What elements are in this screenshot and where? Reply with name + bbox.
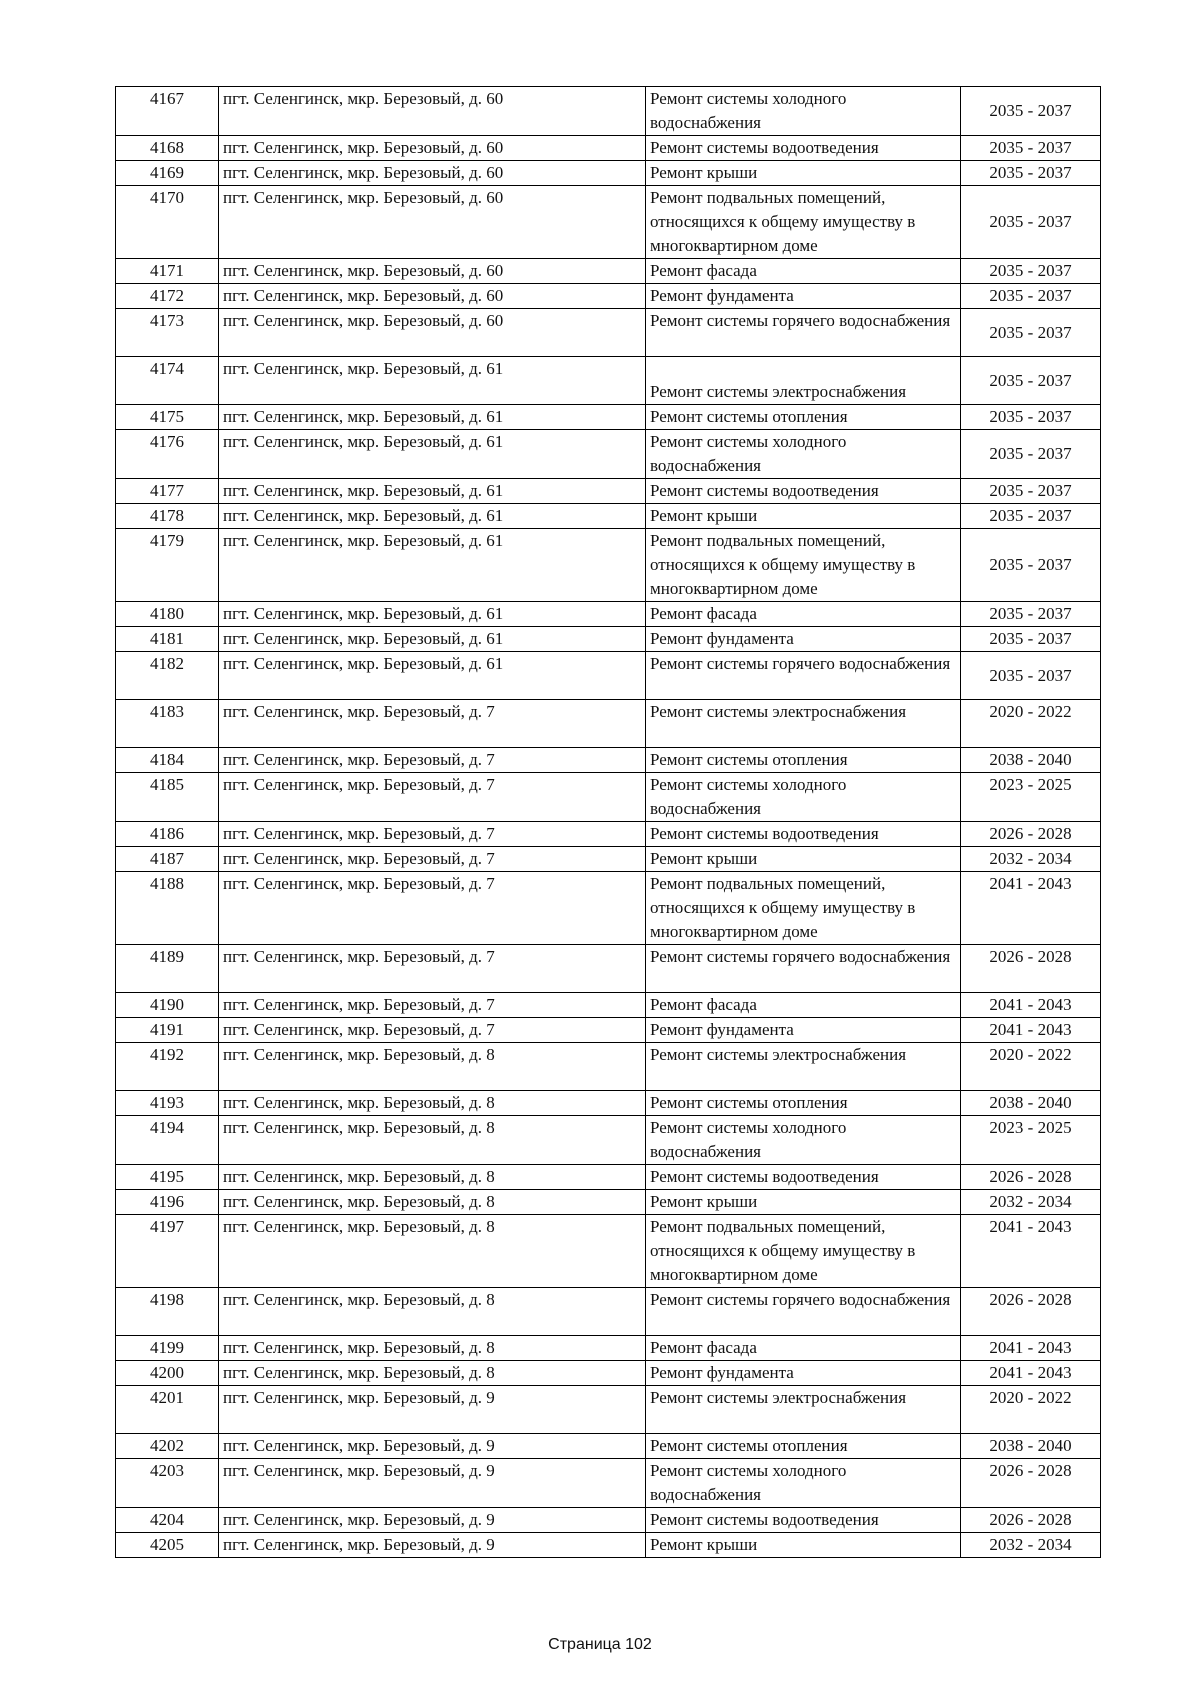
table-row xyxy=(116,602,1101,627)
row-number-cell: 4204 xyxy=(116,1508,219,1533)
work-type-cell: Ремонт подвальных помещений, относящихся к общему имуществу в многоквартирном доме xyxy=(646,529,961,602)
table-row xyxy=(116,847,1101,872)
address-cell: пгт. Селенгинск, мкр. Березовый, д. 7 xyxy=(219,700,646,748)
row-number-cell: 4168 xyxy=(116,136,219,161)
period-cell: 2041 - 2043 xyxy=(961,1336,1101,1361)
table-row xyxy=(116,1190,1101,1215)
address-cell: пгт. Селенгинск, мкр. Березовый, д. 61 xyxy=(219,430,646,479)
work-type-cell: Ремонт крыши xyxy=(646,161,961,186)
row-number-cell: 4176 xyxy=(116,430,219,479)
work-type-cell: Ремонт системы электроснабжения xyxy=(646,700,961,748)
address-cell: пгт. Селенгинск, мкр. Березовый, д. 7 xyxy=(219,847,646,872)
period-cell: 2035 - 2037 xyxy=(961,259,1101,284)
table-row xyxy=(116,652,1101,700)
table-row xyxy=(116,479,1101,504)
table-row xyxy=(116,136,1101,161)
period-cell: 2038 - 2040 xyxy=(961,1434,1101,1459)
table-row xyxy=(116,1091,1101,1116)
period-cell: 2020 - 2022 xyxy=(961,1043,1101,1091)
period-cell: 2023 - 2025 xyxy=(961,1116,1101,1165)
work-type-cell: Ремонт крыши xyxy=(646,1190,961,1215)
period-cell: 2035 - 2037 xyxy=(961,504,1101,529)
address-cell: пгт. Селенгинск, мкр. Березовый, д. 7 xyxy=(219,872,646,945)
period-cell: 2035 - 2037 xyxy=(961,186,1101,259)
address-cell: пгт. Селенгинск, мкр. Березовый, д. 60 xyxy=(219,309,646,357)
work-type-cell: Ремонт системы электроснабжения xyxy=(646,1043,961,1091)
row-number-cell: 4174 xyxy=(116,357,219,405)
table-row xyxy=(116,773,1101,822)
work-type-cell: Ремонт фасада xyxy=(646,259,961,284)
table-row xyxy=(116,748,1101,773)
period-cell: 2035 - 2037 xyxy=(961,479,1101,504)
row-number-cell: 4193 xyxy=(116,1091,219,1116)
work-type-cell: Ремонт системы отопления xyxy=(646,1434,961,1459)
row-number-cell: 4181 xyxy=(116,627,219,652)
work-type-cell: Ремонт системы горячего водоснабжения xyxy=(646,309,961,357)
work-type-cell: Ремонт системы водоотведения xyxy=(646,479,961,504)
period-cell: 2038 - 2040 xyxy=(961,1091,1101,1116)
work-type-cell: Ремонт системы электроснабжения xyxy=(646,1386,961,1434)
address-cell: пгт. Селенгинск, мкр. Березовый, д. 7 xyxy=(219,748,646,773)
table-row xyxy=(116,993,1101,1018)
address-cell: пгт. Селенгинск, мкр. Березовый, д. 8 xyxy=(219,1288,646,1336)
work-type-cell: Ремонт системы отопления xyxy=(646,405,961,430)
table-row xyxy=(116,1165,1101,1190)
period-cell: 2026 - 2028 xyxy=(961,1459,1101,1508)
row-number-cell: 4183 xyxy=(116,700,219,748)
work-type-cell: Ремонт крыши xyxy=(646,1533,961,1558)
period-cell: 2020 - 2022 xyxy=(961,700,1101,748)
period-cell: 2035 - 2037 xyxy=(961,136,1101,161)
address-cell: пгт. Селенгинск, мкр. Березовый, д. 61 xyxy=(219,602,646,627)
address-cell: пгт. Селенгинск, мкр. Березовый, д. 7 xyxy=(219,773,646,822)
work-type-cell: Ремонт системы холодного водоснабжения xyxy=(646,87,961,136)
row-number-cell: 4191 xyxy=(116,1018,219,1043)
table-row xyxy=(116,405,1101,430)
row-number-cell: 4198 xyxy=(116,1288,219,1336)
table-row xyxy=(116,309,1101,357)
work-type-cell: Ремонт фундамента xyxy=(646,627,961,652)
row-number-cell: 4203 xyxy=(116,1459,219,1508)
address-cell: пгт. Селенгинск, мкр. Березовый, д. 60 xyxy=(219,161,646,186)
work-type-cell: Ремонт системы водоотведения xyxy=(646,1165,961,1190)
row-number-cell: 4192 xyxy=(116,1043,219,1091)
work-type-cell: Ремонт системы холодного водоснабжения xyxy=(646,1459,961,1508)
table-row xyxy=(116,161,1101,186)
work-type-cell: Ремонт фасада xyxy=(646,993,961,1018)
address-cell: пгт. Селенгинск, мкр. Березовый, д. 60 xyxy=(219,87,646,136)
row-number-cell: 4199 xyxy=(116,1336,219,1361)
address-cell: пгт. Селенгинск, мкр. Березовый, д. 8 xyxy=(219,1215,646,1288)
period-cell: 2023 - 2025 xyxy=(961,773,1101,822)
work-type-cell: Ремонт фундамента xyxy=(646,1018,961,1043)
table-body xyxy=(116,87,1101,1558)
row-number-cell: 4171 xyxy=(116,259,219,284)
work-type-cell: Ремонт фасада xyxy=(646,1336,961,1361)
period-cell: 2035 - 2037 xyxy=(961,529,1101,602)
row-number-cell: 4189 xyxy=(116,945,219,993)
row-number-cell: 4188 xyxy=(116,872,219,945)
row-number-cell: 4195 xyxy=(116,1165,219,1190)
row-number-cell: 4185 xyxy=(116,773,219,822)
period-cell: 2035 - 2037 xyxy=(961,652,1101,700)
work-type-cell: Ремонт системы холодного водоснабжения xyxy=(646,773,961,822)
period-cell: 2041 - 2043 xyxy=(961,872,1101,945)
address-cell: пгт. Селенгинск, мкр. Березовый, д. 61 xyxy=(219,479,646,504)
work-type-cell: Ремонт системы водоотведения xyxy=(646,136,961,161)
period-cell: 2026 - 2028 xyxy=(961,1508,1101,1533)
page-number: Страница 102 xyxy=(548,1636,652,1653)
table-row xyxy=(116,529,1101,602)
row-number-cell: 4180 xyxy=(116,602,219,627)
address-cell: пгт. Селенгинск, мкр. Березовый, д. 9 xyxy=(219,1459,646,1508)
table-row xyxy=(116,872,1101,945)
address-cell: пгт. Селенгинск, мкр. Березовый, д. 61 xyxy=(219,652,646,700)
table-row xyxy=(116,1508,1101,1533)
address-cell: пгт. Селенгинск, мкр. Березовый, д. 7 xyxy=(219,993,646,1018)
period-cell: 2041 - 2043 xyxy=(961,1361,1101,1386)
address-cell: пгт. Селенгинск, мкр. Березовый, д. 60 xyxy=(219,136,646,161)
address-cell: пгт. Селенгинск, мкр. Березовый, д. 60 xyxy=(219,186,646,259)
address-cell: пгт. Селенгинск, мкр. Березовый, д. 7 xyxy=(219,945,646,993)
table-row xyxy=(116,1361,1101,1386)
row-number-cell: 4202 xyxy=(116,1434,219,1459)
table-row xyxy=(116,1533,1101,1558)
row-number-cell: 4187 xyxy=(116,847,219,872)
row-number-cell: 4169 xyxy=(116,161,219,186)
work-type-cell: Ремонт подвальных помещений, относящихся к общему имуществу в многоквартирном доме xyxy=(646,186,961,259)
row-number-cell: 4201 xyxy=(116,1386,219,1434)
table-row xyxy=(116,1336,1101,1361)
period-cell: 2032 - 2034 xyxy=(961,1190,1101,1215)
work-type-cell: Ремонт фундамента xyxy=(646,1361,961,1386)
row-number-cell: 4197 xyxy=(116,1215,219,1288)
period-cell: 2032 - 2034 xyxy=(961,1533,1101,1558)
period-cell: 2041 - 2043 xyxy=(961,993,1101,1018)
work-type-cell: Ремонт системы отопления xyxy=(646,748,961,773)
row-number-cell: 4184 xyxy=(116,748,219,773)
address-cell: пгт. Селенгинск, мкр. Березовый, д. 61 xyxy=(219,357,646,405)
table-row xyxy=(116,504,1101,529)
period-cell: 2035 - 2037 xyxy=(961,430,1101,479)
address-cell: пгт. Селенгинск, мкр. Березовый, д. 9 xyxy=(219,1434,646,1459)
row-number-cell: 4190 xyxy=(116,993,219,1018)
table-row xyxy=(116,1386,1101,1434)
row-number-cell: 4196 xyxy=(116,1190,219,1215)
period-cell: 2041 - 2043 xyxy=(961,1018,1101,1043)
period-cell: 2032 - 2034 xyxy=(961,847,1101,872)
table-row xyxy=(116,1116,1101,1165)
work-type-cell: Ремонт системы горячего водоснабжения xyxy=(646,1288,961,1336)
table-row xyxy=(116,284,1101,309)
period-cell: 2026 - 2028 xyxy=(961,1288,1101,1336)
table-row xyxy=(116,259,1101,284)
period-cell: 2041 - 2043 xyxy=(961,1215,1101,1288)
address-cell: пгт. Селенгинск, мкр. Березовый, д. 8 xyxy=(219,1043,646,1091)
row-number-cell: 4177 xyxy=(116,479,219,504)
row-number-cell: 4186 xyxy=(116,822,219,847)
period-cell: 2026 - 2028 xyxy=(961,1165,1101,1190)
address-cell: пгт. Селенгинск, мкр. Березовый, д. 61 xyxy=(219,529,646,602)
work-type-cell: Ремонт системы холодного водоснабжения xyxy=(646,430,961,479)
address-cell: пгт. Селенгинск, мкр. Березовый, д. 8 xyxy=(219,1165,646,1190)
work-type-cell: Ремонт подвальных помещений, относящихся к общему имуществу в многоквартирном доме xyxy=(646,872,961,945)
address-cell: пгт. Селенгинск, мкр. Березовый, д. 8 xyxy=(219,1336,646,1361)
table-row xyxy=(116,700,1101,748)
address-cell: пгт. Селенгинск, мкр. Березовый, д. 61 xyxy=(219,405,646,430)
row-number-cell: 4170 xyxy=(116,186,219,259)
table-row xyxy=(116,1215,1101,1288)
row-number-cell: 4178 xyxy=(116,504,219,529)
table-row xyxy=(116,627,1101,652)
row-number-cell: 4173 xyxy=(116,309,219,357)
work-type-cell: Ремонт крыши xyxy=(646,504,961,529)
table-row xyxy=(116,87,1101,136)
period-cell: 2035 - 2037 xyxy=(961,627,1101,652)
work-type-cell: Ремонт системы холодного водоснабжения xyxy=(646,1116,961,1165)
period-cell: 2035 - 2037 xyxy=(961,284,1101,309)
period-cell: 2035 - 2037 xyxy=(961,602,1101,627)
work-type-cell: Ремонт системы электроснабжения xyxy=(646,357,961,405)
table-row xyxy=(116,1459,1101,1508)
address-cell: пгт. Селенгинск, мкр. Березовый, д. 7 xyxy=(219,822,646,847)
table-row xyxy=(116,1288,1101,1336)
address-cell: пгт. Селенгинск, мкр. Березовый, д. 61 xyxy=(219,627,646,652)
address-cell: пгт. Селенгинск, мкр. Березовый, д. 9 xyxy=(219,1533,646,1558)
row-number-cell: 4167 xyxy=(116,87,219,136)
period-cell: 2026 - 2028 xyxy=(961,822,1101,847)
row-number-cell: 4182 xyxy=(116,652,219,700)
work-type-cell: Ремонт системы горячего водоснабжения xyxy=(646,652,961,700)
table-row xyxy=(116,945,1101,993)
table-row xyxy=(116,357,1101,405)
row-number-cell: 4205 xyxy=(116,1533,219,1558)
address-cell: пгт. Селенгинск, мкр. Березовый, д. 9 xyxy=(219,1386,646,1434)
period-cell: 2026 - 2028 xyxy=(961,945,1101,993)
table-row xyxy=(116,430,1101,479)
period-cell: 2020 - 2022 xyxy=(961,1386,1101,1434)
repair-schedule-table xyxy=(115,86,1101,1558)
row-number-cell: 4172 xyxy=(116,284,219,309)
work-type-cell: Ремонт фундамента xyxy=(646,284,961,309)
address-cell: пгт. Селенгинск, мкр. Березовый, д. 61 xyxy=(219,504,646,529)
address-cell: пгт. Селенгинск, мкр. Березовый, д. 8 xyxy=(219,1190,646,1215)
period-cell: 2035 - 2037 xyxy=(961,87,1101,136)
period-cell: 2035 - 2037 xyxy=(961,405,1101,430)
address-cell: пгт. Селенгинск, мкр. Березовый, д. 9 xyxy=(219,1508,646,1533)
work-type-cell: Ремонт системы водоотведения xyxy=(646,822,961,847)
address-cell: пгт. Селенгинск, мкр. Березовый, д. 8 xyxy=(219,1361,646,1386)
work-type-cell: Ремонт крыши xyxy=(646,847,961,872)
address-cell: пгт. Селенгинск, мкр. Березовый, д. 8 xyxy=(219,1116,646,1165)
table-row xyxy=(116,186,1101,259)
table-row xyxy=(116,1043,1101,1091)
row-number-cell: 4175 xyxy=(116,405,219,430)
address-cell: пгт. Селенгинск, мкр. Березовый, д. 8 xyxy=(219,1091,646,1116)
work-type-cell: Ремонт подвальных помещений, относящихся к общему имуществу в многоквартирном доме xyxy=(646,1215,961,1288)
address-cell: пгт. Селенгинск, мкр. Березовый, д. 60 xyxy=(219,259,646,284)
period-cell: 2035 - 2037 xyxy=(961,161,1101,186)
period-cell: 2035 - 2037 xyxy=(961,309,1101,357)
table-row xyxy=(116,1434,1101,1459)
table-row xyxy=(116,822,1101,847)
address-cell: пгт. Селенгинск, мкр. Березовый, д. 60 xyxy=(219,284,646,309)
work-type-cell: Ремонт системы отопления xyxy=(646,1091,961,1116)
row-number-cell: 4200 xyxy=(116,1361,219,1386)
work-type-cell: Ремонт системы горячего водоснабжения xyxy=(646,945,961,993)
work-type-cell: Ремонт фасада xyxy=(646,602,961,627)
table-row xyxy=(116,1018,1101,1043)
period-cell: 2035 - 2037 xyxy=(961,357,1101,405)
work-type-cell: Ремонт системы водоотведения xyxy=(646,1508,961,1533)
row-number-cell: 4194 xyxy=(116,1116,219,1165)
period-cell: 2038 - 2040 xyxy=(961,748,1101,773)
address-cell: пгт. Селенгинск, мкр. Березовый, д. 7 xyxy=(219,1018,646,1043)
row-number-cell: 4179 xyxy=(116,529,219,602)
